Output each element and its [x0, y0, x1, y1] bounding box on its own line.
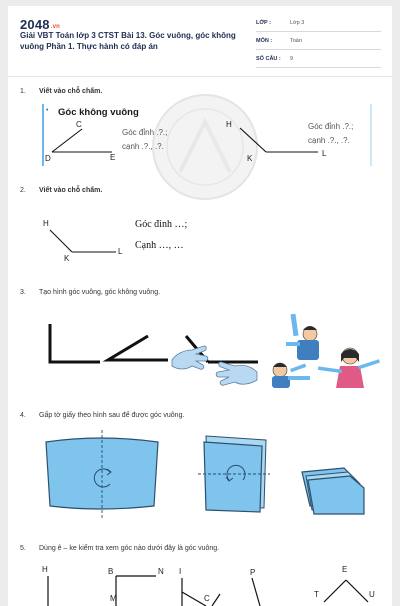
- question-text: Viết vào chỗ chấm.: [39, 88, 103, 95]
- point-label: B: [108, 567, 114, 576]
- sides-blank: cạnh .?., .?.: [122, 142, 164, 151]
- point-label: P: [250, 568, 256, 577]
- logo-text: 2048: [20, 17, 50, 32]
- question-number: 5.: [20, 545, 26, 552]
- point-label: U: [369, 590, 375, 599]
- meta-key: LỚP :: [256, 20, 271, 26]
- point-label: H: [226, 120, 232, 129]
- logo-suffix: .vn: [50, 24, 61, 30]
- point-label: C: [76, 120, 82, 129]
- vertex-blank: Góc đỉnh .?.;: [308, 122, 354, 131]
- point-label: C: [204, 594, 210, 603]
- box-title: Góc không vuông: [58, 107, 139, 118]
- question-text: Gấp tờ giấy theo hình sau để được góc vuông.: [39, 412, 185, 419]
- point-label: K: [64, 254, 70, 263]
- meta-value: Toán: [290, 38, 302, 44]
- vertex-blank: Góc đỉnh …;: [135, 219, 188, 230]
- point-label: H: [43, 219, 49, 228]
- angles-to-check-figure: [8, 6, 392, 606]
- point-label: E: [110, 153, 116, 162]
- sides-blank: Cạnh …, …: [135, 240, 184, 251]
- question-text: Dùng ê – ke kiểm tra xem góc nào dưới đây là góc vuông.: [39, 545, 220, 552]
- question-text: Tạo hình góc vuông, góc không vuông.: [39, 289, 161, 296]
- question-number: 1.: [20, 88, 26, 95]
- point-label: D: [45, 154, 51, 163]
- point-label: E: [342, 565, 348, 574]
- point-label: T: [314, 590, 319, 599]
- page-title: Giải VBT Toán lớp 3 CTST Bài 13. Góc vuông, góc không vuông Phần 1. Thực hành có đáp án: [20, 31, 236, 51]
- meta-key: SỐ CÂU :: [256, 56, 281, 62]
- question-number: 2.: [20, 187, 26, 194]
- point-label: H: [42, 565, 48, 574]
- question-number: 3.: [20, 289, 26, 296]
- meta-key: MÔN :: [256, 38, 273, 44]
- bullet-icon: •: [46, 107, 49, 114]
- point-label: L: [322, 149, 327, 158]
- sides-blank: cạnh .?., .?.: [308, 136, 350, 145]
- worksheet-page: [8, 6, 392, 606]
- point-label: N: [158, 567, 164, 576]
- point-label: M: [110, 594, 117, 603]
- question-number: 4.: [20, 412, 26, 419]
- meta-value: 9: [290, 56, 294, 62]
- vertex-blank: Góc đỉnh .?.;: [122, 128, 168, 137]
- point-label: L: [118, 247, 123, 256]
- point-label: I: [179, 567, 182, 576]
- point-label: K: [247, 154, 253, 163]
- question-text: Viết vào chỗ chấm.: [39, 187, 103, 194]
- meta-value: Lớp 3: [290, 20, 305, 26]
